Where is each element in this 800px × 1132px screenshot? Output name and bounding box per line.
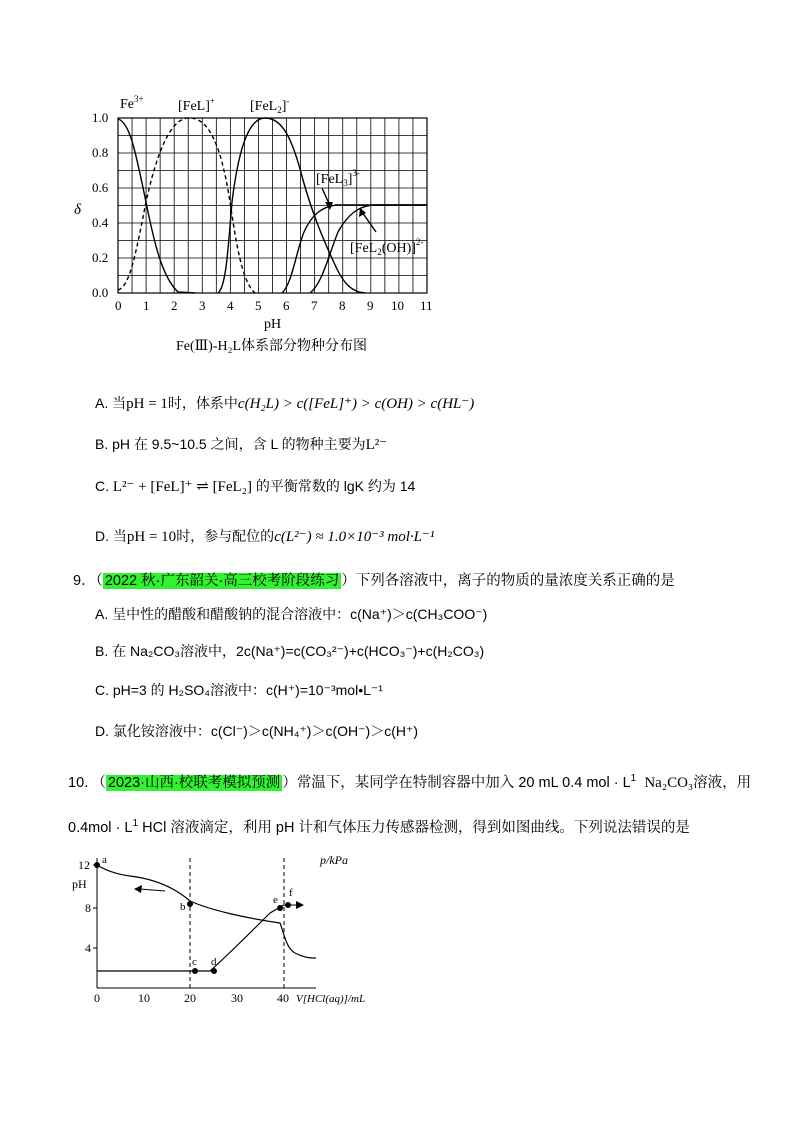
ytick: 1.0 — [92, 110, 109, 125]
xtick: 40 — [277, 991, 289, 1005]
xtick: 0 — [94, 991, 100, 1005]
q9-option-c[interactable]: C. pH=3 的 H₂SO₄溶液中：c(H⁺)=10⁻³mol•L⁻¹ — [95, 682, 383, 698]
q9-option-d[interactable]: D. 氯化铵溶液中：c(Cl⁻)＞c(NH₄⁺)＞c(OH⁻)＞c(H⁺) — [95, 723, 419, 739]
xtick: 1 — [143, 298, 150, 313]
arrow-left-line — [140, 889, 165, 891]
xtick: 2 — [171, 298, 178, 313]
xtick: 10 — [138, 991, 150, 1005]
q8-option-c[interactable]: C. L²⁻ + [FeL]⁺ ⇌ [FeL₂] 的平衡常数的 lgK 约为 14 — [95, 478, 416, 495]
arrow-fel2oh-line — [362, 212, 376, 232]
ytick: 0.0 — [92, 285, 109, 300]
q10-stem-line2: $0.4mol \cdot L^1$ HCl 溶液滴定，利用 pH 计和气体压力传感器检测，得到如图曲线。下列说法错误的是 — [68, 818, 690, 836]
point-label: f — [289, 887, 293, 899]
label-fel2: [FeL$_2$]- — [250, 96, 290, 115]
q9-option-a[interactable]: A. 呈中性的醋酸和醋酸钠的混合溶液中：c(Na⁺)＞c(CH₃COO⁻) — [95, 606, 488, 622]
label-fel: [FeL]+ — [178, 96, 215, 114]
titration-figure — [70, 848, 390, 1008]
arrow-left-head — [134, 885, 142, 893]
q9-source-tag[interactable]: 2022 秋·广东韶关·高三校考阶段练习 — [104, 573, 340, 589]
xtick: 0 — [115, 298, 122, 313]
point-f — [285, 902, 291, 908]
xtick: 3 — [199, 298, 206, 313]
arrow-right-head — [296, 901, 304, 909]
point-a — [94, 862, 100, 868]
label-fel2oh: $[FeL_2(OH)]^{2-}$ — [350, 237, 424, 257]
point-label: b — [180, 901, 186, 913]
label-fel3: $[FeL_3]^{3-}$ — [316, 168, 360, 188]
ytick: 0.2 — [92, 250, 109, 265]
point-label: e — [273, 894, 278, 906]
q8-option-a[interactable]: A. 当pH = 1时，体系中c(H₂L) > c([FeL]⁺) > c(OH) > c(HL⁻) — [95, 395, 475, 412]
xtick: 4 — [227, 298, 234, 313]
curve-fe3plus — [118, 119, 195, 293]
ytick: 0.4 — [92, 215, 109, 230]
xtick: 6 — [283, 298, 290, 313]
q9-stem: 9．（ 2022 秋·广东韶关·高三校考阶段练习 ）下列各溶液中，离子的物质的量浓度关系正确的是 — [73, 573, 675, 589]
ytick: 12 — [78, 858, 90, 872]
point-c — [192, 968, 198, 974]
ytick: 4 — [85, 941, 91, 955]
figure2-ylabel-right: p/kPa — [320, 853, 348, 867]
point-b — [187, 901, 193, 907]
xtick: 7 — [311, 298, 318, 313]
ph-curve — [97, 865, 316, 958]
figure1-ylabel: δ — [74, 202, 81, 218]
xtick: 11 — [420, 298, 433, 313]
q8-option-d[interactable]: D. 当pH = 10时，参与配位的c(L²⁻) ≈ 1.0×10⁻³ mol·L⁻¹ — [95, 528, 435, 545]
xtick: 9 — [367, 298, 374, 313]
figure1-xlabel: pH — [264, 317, 282, 332]
label-fe3plus: $Fe^{3+}$ — [120, 94, 144, 112]
q10-source-tag[interactable]: 2023·山西·校联考模拟预测 — [107, 775, 281, 791]
xtick: 5 — [255, 298, 262, 313]
ytick: 8 — [85, 901, 91, 915]
q8-option-b[interactable]: B. pH 在 9.5~10.5 之间，含 L 的物种主要为L²⁻ — [95, 436, 388, 453]
xtick: 30 — [231, 991, 243, 1005]
species-distribution-figure — [60, 92, 460, 362]
q10-stem-line1: 10．（ 2023·山西·校联考模拟预测 ）常温下，某同学在特制容器中加入 20 mL 0.4 mol · $L^1$ Na₂CO₃溶液，用 — [68, 773, 752, 791]
figure2-xlabel: V[HCl(aq)]/mL — [296, 993, 366, 1005]
q9-option-b[interactable]: B. 在 Na₂CO₃溶液中，2c(Na⁺)=c(CO₃²⁻)+c(HCO₃⁻)+c(H₂CO₃) — [95, 643, 485, 659]
xtick: 20 — [184, 991, 196, 1005]
xtick: 8 — [339, 298, 346, 313]
point-label: a — [102, 854, 107, 866]
figure2-ylabel-left: pH — [72, 877, 87, 891]
point-label: d — [211, 956, 217, 968]
point-d — [211, 968, 217, 974]
figure1-caption: Fe(Ⅲ)-H₂L体系部分物种分布图 — [176, 339, 368, 354]
ytick: 0.8 — [92, 145, 109, 160]
point-label: c — [192, 956, 197, 968]
point-e — [277, 905, 283, 911]
ytick: 0.6 — [92, 180, 109, 195]
xtick: 10 — [391, 298, 404, 313]
